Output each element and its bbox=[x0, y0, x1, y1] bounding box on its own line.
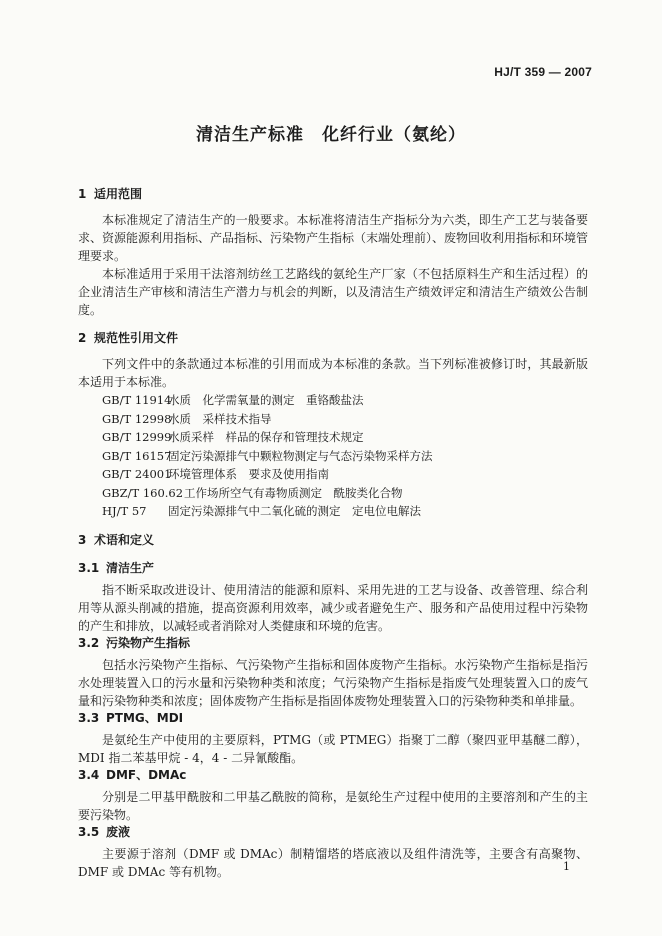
normative-reference-list bbox=[78, 391, 588, 521]
term-title: 清洁生产 bbox=[106, 560, 155, 575]
reference-code: GB/T 12998 bbox=[102, 411, 172, 426]
term-definition: 分别是二甲基甲酰胺和二甲基乙酰胺的简称，是氨纶生产过程中使用的主要溶剂和产生的主要污染物。 bbox=[78, 789, 588, 822]
term-number: 3.4 bbox=[78, 767, 100, 782]
term-heading bbox=[78, 824, 588, 841]
term-definition: 指不断采取改进设计、使用清洁的能源和原料、采用先进的工艺与设备、改善管理、综合利用等从源头削减的措施，提高资源利用效率，减少或者避免生产、服务和产品使用过程中污染物的产生和排放，以减轻或者消除对人类健康和环境的危害。 bbox=[78, 582, 588, 633]
section-1-paragraph-1: 本标准规定了清洁生产的一般要求。本标准将清洁生产指标分为六类，即生产工艺与装备要求、资源能源利用指标、产品指标、污染物产生指标（末端处理前）、废物回收利用指标和环境管理要求。 bbox=[78, 213, 589, 263]
document-code: HJ/T 359 — 2007 bbox=[494, 65, 592, 79]
document-title: 清洁生产标准 化纤行业（氨纶） bbox=[196, 125, 466, 145]
reference-title: 水质 化学需氧量的测定 重铬酸盐法 bbox=[168, 393, 364, 407]
section-1-heading bbox=[78, 186, 588, 203]
section-number: 2 bbox=[78, 331, 87, 345]
term-title: 废液 bbox=[106, 824, 131, 839]
reference-code: GB/T 11914 bbox=[102, 393, 172, 407]
term-heading bbox=[78, 767, 588, 784]
reference-item bbox=[78, 447, 588, 466]
term-title: DMF、DMAc bbox=[106, 767, 187, 782]
section-3-heading bbox=[78, 532, 588, 549]
reference-title: 固定污染源排气中颗粒物测定与气态污染物采样方法 bbox=[168, 448, 433, 463]
document-body bbox=[78, 186, 588, 881]
term-heading bbox=[78, 560, 588, 577]
term-heading bbox=[78, 710, 588, 727]
term-definition: 主要源于溶剂（DMF 或 DMAc）制精馏塔的塔底液以及组件清洗等，主要含有高聚物、DMF 或 DMAc 等有机物。 bbox=[78, 846, 588, 879]
reference-item bbox=[78, 410, 588, 429]
reference-code: GBZ/T 160.62 bbox=[102, 485, 184, 500]
reference-item bbox=[78, 484, 588, 503]
term-number: 3.5 bbox=[78, 824, 100, 839]
reference-code: HJ/T 57 bbox=[102, 504, 147, 518]
term-heading bbox=[78, 635, 588, 652]
section-1-paragraph-2: 本标准适用于采用干法溶剂纺丝工艺路线的氨纶生产厂家（不包括原料生产和生活过程）的企业清洁生产审核和清洁生产潜力与机会的判断，以及清洁生产绩效评定和清洁生产绩效公告制度。 bbox=[78, 267, 588, 317]
term-definition: 包括水污染物产生指标、气污染物产生指标和固体废物产生指标。水污染物产生指标是指污水处理装置入口的污水量和污染物种类和浓度；气污染物产生指标是指废气处理装置入口的废气量和污染物种类和浓度；固体废物产生指标是指固体废物处理装置入口的污染物种类和单排量。 bbox=[78, 657, 588, 708]
section-title: 术语和定义 bbox=[94, 532, 155, 547]
section-number: 1 bbox=[78, 187, 87, 201]
reference-title: 固定污染源排气中二氧化硫的测定 定电位电解法 bbox=[168, 504, 421, 518]
reference-item bbox=[78, 391, 588, 410]
term-title: 污染物产生指标 bbox=[106, 635, 191, 650]
section-number: 3 bbox=[78, 532, 87, 547]
section-2-paragraph-1: 下列文件中的条款通过本标准的引用而成为本标准的条款。当下列标准被修订时，其最新版本适用于本标准。 bbox=[78, 357, 588, 389]
term-definition: 是氨纶生产中使用的主要原料，PTMG（或 PTMEG）指聚丁二醇（聚四亚甲基醚二醇），MDI 指二苯基甲烷 - 4，4 - 二异氰酸酯。 bbox=[78, 732, 588, 765]
section-2-heading bbox=[78, 330, 588, 347]
reference-item bbox=[78, 428, 588, 447]
reference-item bbox=[78, 465, 588, 484]
reference-title: 水质 采样技术指导 bbox=[168, 411, 272, 426]
term-title: PTMG、MDI bbox=[106, 710, 184, 725]
term-number: 3.3 bbox=[78, 710, 100, 725]
reference-item bbox=[78, 502, 588, 521]
term-number: 3.1 bbox=[78, 560, 100, 575]
reference-title: 环境管理体系 要求及使用指南 bbox=[168, 467, 329, 481]
reference-code: GB/T 16157 bbox=[102, 448, 172, 463]
reference-title: 工作场所空气有毒物质测定 酰胺类化合物 bbox=[184, 485, 403, 500]
reference-code: GB/T 24001 bbox=[102, 467, 172, 481]
reference-code: GB/T 12999 bbox=[102, 430, 172, 444]
section-title: 规范性引用文件 bbox=[94, 331, 179, 345]
reference-title: 水质采样 样品的保存和管理技术规定 bbox=[168, 430, 364, 444]
term-number: 3.2 bbox=[78, 635, 100, 650]
section-title: 适用范围 bbox=[94, 187, 143, 201]
page-number: 1 bbox=[563, 860, 570, 873]
